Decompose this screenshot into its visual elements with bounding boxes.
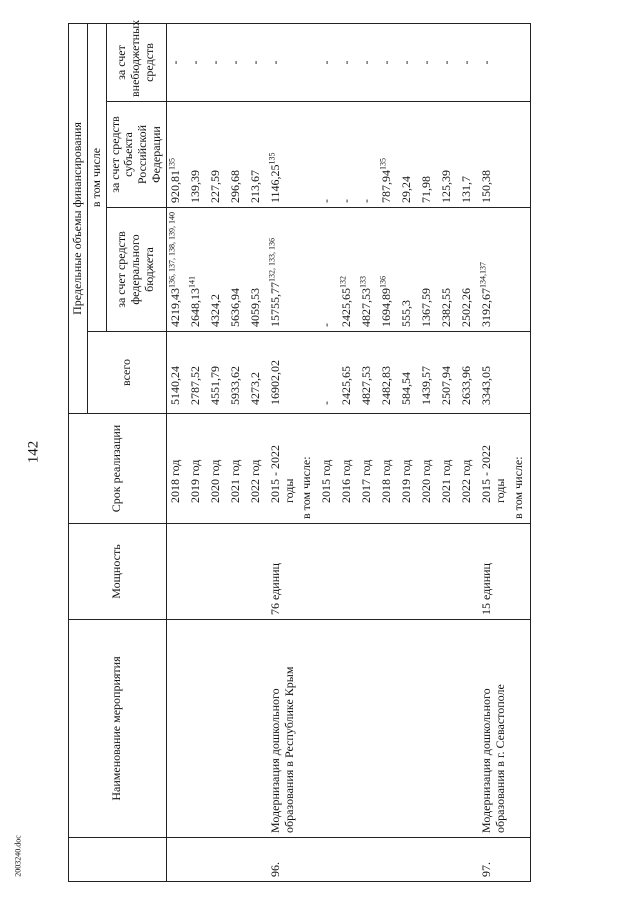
regional-budget-amount [318, 102, 338, 208]
capacity [338, 524, 358, 620]
implementation-period [298, 414, 318, 524]
extrabudgetary-amount [438, 23, 458, 101]
federal-budget-amount [378, 208, 398, 332]
measure-name [358, 620, 378, 838]
extrabudgetary-amount-value: - [227, 60, 242, 65]
total-amount-value: 4827,53 [359, 366, 374, 405]
regional-budget-amount [358, 102, 378, 208]
footnote-reference: 136 [378, 276, 388, 288]
extrabudgetary-amount [338, 23, 358, 101]
row-number [438, 838, 458, 882]
regional-budget-amount [398, 102, 418, 208]
regional-budget-amount-value: 1146,25 [267, 164, 282, 203]
capacity [418, 524, 438, 620]
table-row [267, 23, 299, 881]
regional-budget-amount [458, 102, 478, 208]
row-number [510, 838, 531, 882]
table-row [338, 23, 358, 881]
table-row [438, 23, 458, 881]
regional-budget-amount-value: - [319, 199, 334, 203]
total-amount-value: 2633,96 [459, 366, 474, 405]
measure-name [398, 620, 418, 838]
measure-name [378, 620, 398, 838]
table-row [227, 23, 247, 881]
regional-budget-amount [247, 102, 267, 208]
capacity-value: 76 единиц [267, 563, 282, 615]
extrabudgetary-amount-value: - [459, 60, 474, 65]
measure-name-value: Модернизация дошкольного образования в Республике Крым [267, 666, 296, 833]
row-number [418, 838, 438, 882]
federal-budget-amount [227, 208, 247, 332]
regional-budget-amount [378, 102, 398, 208]
row-number [298, 838, 318, 882]
row-number [458, 838, 478, 882]
extrabudgetary-amount-value: - [359, 60, 374, 65]
measure-name [166, 620, 187, 838]
regional-budget-amount [478, 102, 510, 208]
measure-name [318, 620, 338, 838]
implementation-period-value: 2016 год [339, 459, 354, 503]
total-amount [358, 332, 378, 414]
capacity [166, 524, 187, 620]
total-amount-value: 4551,79 [207, 366, 222, 405]
implementation-period [438, 414, 458, 524]
extrabudgetary-amount [207, 23, 227, 101]
measure-name [247, 620, 267, 838]
implementation-period-value: 2021 год [439, 459, 454, 503]
row-number [267, 838, 299, 882]
row-number-value: 97. [479, 862, 494, 877]
measure-name [298, 620, 318, 838]
federal-budget-amount-value: 1367,59 [419, 288, 434, 327]
federal-budget-amount [438, 208, 458, 332]
regional-budget-amount-value: - [359, 199, 374, 203]
implementation-period-value: в том числе: [299, 456, 314, 519]
implementation-period-value: 2018 год [379, 459, 394, 503]
financing-table [68, 19, 531, 882]
extrabudgetary-amount [458, 23, 478, 101]
table-row [358, 23, 378, 881]
regional-budget-amount-value: 125,39 [439, 170, 454, 203]
total-amount-value: 5933,62 [227, 366, 242, 405]
footnote-reference: 135 [167, 158, 177, 170]
extrabudgetary-amount-value: - [379, 60, 394, 65]
table-row [318, 23, 338, 881]
total-amount-value: 4273,2 [247, 372, 262, 405]
measure-name [187, 620, 207, 838]
regional-budget-amount [298, 102, 318, 208]
extrabudgetary-amount-value: - [339, 60, 354, 65]
federal-budget-amount-value: 15755,77 [267, 282, 282, 327]
regional-budget-amount [227, 102, 247, 208]
total-amount [267, 332, 299, 414]
capacity [247, 524, 267, 620]
row-number [378, 838, 398, 882]
federal-budget-amount-value: 1694,89 [379, 288, 394, 327]
table-row [510, 23, 531, 881]
implementation-period [478, 414, 510, 524]
table-row [207, 23, 227, 881]
measure-name [478, 620, 510, 838]
page-number: 142 [25, 440, 42, 464]
regional-budget-amount [438, 102, 458, 208]
header-name: Наименование мероприятия [69, 620, 167, 838]
total-amount-value: 2787,52 [187, 366, 202, 405]
implementation-period [247, 414, 267, 524]
total-amount [418, 332, 438, 414]
federal-budget-amount [207, 208, 227, 332]
row-number [358, 838, 378, 882]
measure-name [207, 620, 227, 838]
federal-budget-amount-value: 2502,26 [459, 288, 474, 327]
measure-name-value: Модернизация дошкольного образования в г. Севастополе [479, 684, 508, 833]
table-body [166, 23, 530, 881]
row-number [247, 838, 267, 882]
extrabudgetary-amount [187, 23, 207, 101]
federal-budget-amount [267, 208, 299, 332]
implementation-period-value: 2020 год [207, 459, 222, 503]
regional-budget-amount-value: - [339, 199, 354, 203]
implementation-period-value: 2018 год [167, 459, 182, 503]
header-total: всего [87, 332, 166, 414]
implementation-period [378, 414, 398, 524]
implementation-period [187, 414, 207, 524]
header-including: в том числе [87, 23, 106, 331]
regional-budget-amount-value: 787,94 [379, 170, 394, 203]
row-number [478, 838, 510, 882]
total-amount [438, 332, 458, 414]
federal-budget-amount [478, 208, 510, 332]
implementation-period [358, 414, 378, 524]
federal-budget-amount [318, 208, 338, 332]
extrabudgetary-amount [358, 23, 378, 101]
federal-budget-amount [510, 208, 531, 332]
implementation-period-value: 2021 год [227, 459, 242, 503]
footer-document-code: 2003240.doc [13, 835, 23, 877]
regional-budget-amount [187, 102, 207, 208]
implementation-period [418, 414, 438, 524]
regional-budget-amount [207, 102, 227, 208]
total-amount [458, 332, 478, 414]
table-header [69, 19, 167, 881]
regional-budget-amount-value: 296,68 [227, 170, 242, 203]
measure-name [338, 620, 358, 838]
regional-budget-amount-value: 227,59 [207, 170, 222, 203]
footnote-reference: 134,137 [478, 262, 488, 288]
regional-budget-amount-value: 29,24 [399, 176, 414, 203]
total-amount [298, 332, 318, 414]
regional-budget-amount-value: 150,38 [479, 170, 494, 203]
capacity-value: 15 единиц [479, 563, 494, 615]
total-amount [247, 332, 267, 414]
federal-budget-amount [187, 208, 207, 332]
federal-budget-amount [247, 208, 267, 332]
implementation-period-value: 2020 год [419, 459, 434, 503]
implementation-period [510, 414, 531, 524]
regional-budget-amount-value: 71,98 [419, 176, 434, 203]
capacity [298, 524, 318, 620]
header-period: Срок реализации [69, 414, 167, 524]
table-row [398, 23, 418, 881]
footnote-reference: 132 [338, 276, 348, 288]
federal-budget-amount [398, 208, 418, 332]
row-number [398, 838, 418, 882]
implementation-period-value: 2022 год [459, 459, 474, 503]
capacity [207, 524, 227, 620]
federal-budget-amount-value: - [319, 323, 334, 327]
extrabudgetary-amount-value: - [267, 60, 282, 65]
measure-name [510, 620, 531, 838]
header-number-cell [69, 838, 167, 882]
implementation-period [398, 414, 418, 524]
federal-budget-amount-value: 4059,53 [247, 288, 262, 327]
federal-budget-amount [338, 208, 358, 332]
extrabudgetary-amount [298, 23, 318, 101]
federal-budget-amount-value: 555,3 [399, 300, 414, 327]
federal-budget-amount [358, 208, 378, 332]
capacity [318, 524, 338, 620]
extrabudgetary-amount-value: - [247, 60, 262, 65]
row-number [207, 838, 227, 882]
extrabudgetary-amount [510, 23, 531, 101]
capacity [358, 524, 378, 620]
federal-budget-amount [418, 208, 438, 332]
extrabudgetary-amount-value: - [439, 60, 454, 65]
extrabudgetary-amount-value: - [319, 60, 334, 65]
regional-budget-amount-value: 139,39 [187, 170, 202, 203]
row-number-value: 96. [267, 862, 282, 877]
implementation-period-value: 2017 год [359, 459, 374, 503]
table-row [187, 23, 207, 881]
federal-budget-amount [298, 208, 318, 332]
footnote-reference: 141 [187, 276, 197, 288]
table-row [166, 23, 187, 881]
extrabudgetary-amount [418, 23, 438, 101]
federal-budget-amount [166, 208, 187, 332]
footnote-reference: 132, 133, 136 [267, 238, 277, 282]
implementation-period [318, 414, 338, 524]
row-number [166, 838, 187, 882]
capacity [510, 524, 531, 620]
total-amount-value: 584,54 [399, 372, 414, 405]
total-amount [227, 332, 247, 414]
header-funding: Предельные объемы финансирования [69, 23, 88, 413]
extrabudgetary-amount [166, 23, 187, 101]
extrabudgetary-amount-value: - [167, 60, 182, 65]
total-amount-value: 1439,57 [419, 366, 434, 405]
footnote-reference: 133 [358, 276, 368, 288]
federal-budget-amount-value: 2648,13 [187, 288, 202, 327]
measure-name [418, 620, 438, 838]
total-amount [378, 332, 398, 414]
capacity [378, 524, 398, 620]
total-amount [187, 332, 207, 414]
regional-budget-amount [338, 102, 358, 208]
total-amount-value: 5140,24 [167, 366, 182, 405]
federal-budget-amount-value: 4219,43 [167, 288, 182, 327]
capacity [227, 524, 247, 620]
rotated-table-container [68, 19, 568, 882]
implementation-period-value: в том числе: [510, 456, 525, 519]
header-power: Мощность [69, 524, 167, 620]
implementation-period-value: 2015 - 2022 годы [267, 445, 296, 503]
regional-budget-amount-value: 131,7 [459, 176, 474, 203]
total-amount [318, 332, 338, 414]
extrabudgetary-amount-value: - [479, 60, 494, 65]
measure-name [458, 620, 478, 838]
row-number [187, 838, 207, 882]
row-number [318, 838, 338, 882]
measure-name [438, 620, 458, 838]
extrabudgetary-amount-value: - [187, 60, 202, 65]
capacity [478, 524, 510, 620]
extrabudgetary-amount [378, 23, 398, 101]
implementation-period-value: 2015 - 2022 годы [479, 445, 508, 503]
regional-budget-amount [267, 102, 299, 208]
capacity [187, 524, 207, 620]
table-row [378, 23, 398, 881]
regional-budget-amount [418, 102, 438, 208]
extrabudgetary-amount [227, 23, 247, 101]
implementation-period [227, 414, 247, 524]
capacity [438, 524, 458, 620]
total-amount [166, 332, 187, 414]
header-extra: за счет внебюджетных средств [106, 23, 166, 101]
regional-budget-amount-value: 920,81 [167, 170, 182, 203]
extrabudgetary-amount [478, 23, 510, 101]
implementation-period [166, 414, 187, 524]
implementation-period [267, 414, 299, 524]
federal-budget-amount-value: 2425,65 [339, 288, 354, 327]
extrabudgetary-amount [267, 23, 299, 101]
extrabudgetary-amount-value: - [399, 60, 414, 65]
extrabudgetary-amount-value: - [419, 60, 434, 65]
capacity [267, 524, 299, 620]
header-federal: за счет средств федерального бюджета [106, 208, 166, 332]
measure-name [227, 620, 247, 838]
total-amount-value: - [319, 401, 334, 405]
footnote-reference: 135 [378, 158, 388, 170]
implementation-period-value: 2015 год [319, 459, 334, 503]
total-amount-value: 2507,94 [439, 366, 454, 405]
federal-budget-amount-value: 2382,55 [439, 288, 454, 327]
capacity [398, 524, 418, 620]
federal-budget-amount [458, 208, 478, 332]
implementation-period [338, 414, 358, 524]
implementation-period-value: 2019 год [399, 459, 414, 503]
extrabudgetary-amount-value: - [207, 60, 222, 65]
implementation-period [458, 414, 478, 524]
total-amount [398, 332, 418, 414]
total-amount-value: 16902,02 [267, 360, 282, 405]
extrabudgetary-amount [318, 23, 338, 101]
federal-budget-amount-value: 5636,94 [227, 288, 242, 327]
implementation-period [207, 414, 227, 524]
measure-name [267, 620, 299, 838]
total-amount [510, 332, 531, 414]
regional-budget-amount [166, 102, 187, 208]
total-amount [338, 332, 358, 414]
total-amount-value: 3343,05 [479, 366, 494, 405]
total-amount [478, 332, 510, 414]
implementation-period-value: 2022 год [247, 459, 262, 503]
table-row [247, 23, 267, 881]
footnote-reference: 135 [267, 152, 277, 165]
table-row [458, 23, 478, 881]
federal-budget-amount-value: 3192,67 [479, 288, 494, 327]
extrabudgetary-amount [398, 23, 418, 101]
total-amount [207, 332, 227, 414]
federal-budget-amount-value: 4324,2 [207, 294, 222, 327]
implementation-period-value: 2019 год [187, 459, 202, 503]
regional-budget-amount-value: 213,67 [247, 170, 262, 203]
footnote-reference: 136, 137, 138, 139, 140 [167, 212, 177, 288]
header-regional: за счет средств субъекта Российской Федерации [106, 102, 166, 208]
total-amount-value: 2425,65 [339, 366, 354, 405]
row-number [338, 838, 358, 882]
table-row [298, 23, 318, 881]
regional-budget-amount [510, 102, 531, 208]
table-row [478, 23, 510, 881]
federal-budget-amount-value: 4827,53 [359, 288, 374, 327]
total-amount-value: 2482,83 [379, 366, 394, 405]
extrabudgetary-amount [247, 23, 267, 101]
row-number [227, 838, 247, 882]
capacity [458, 524, 478, 620]
table-row [418, 23, 438, 881]
